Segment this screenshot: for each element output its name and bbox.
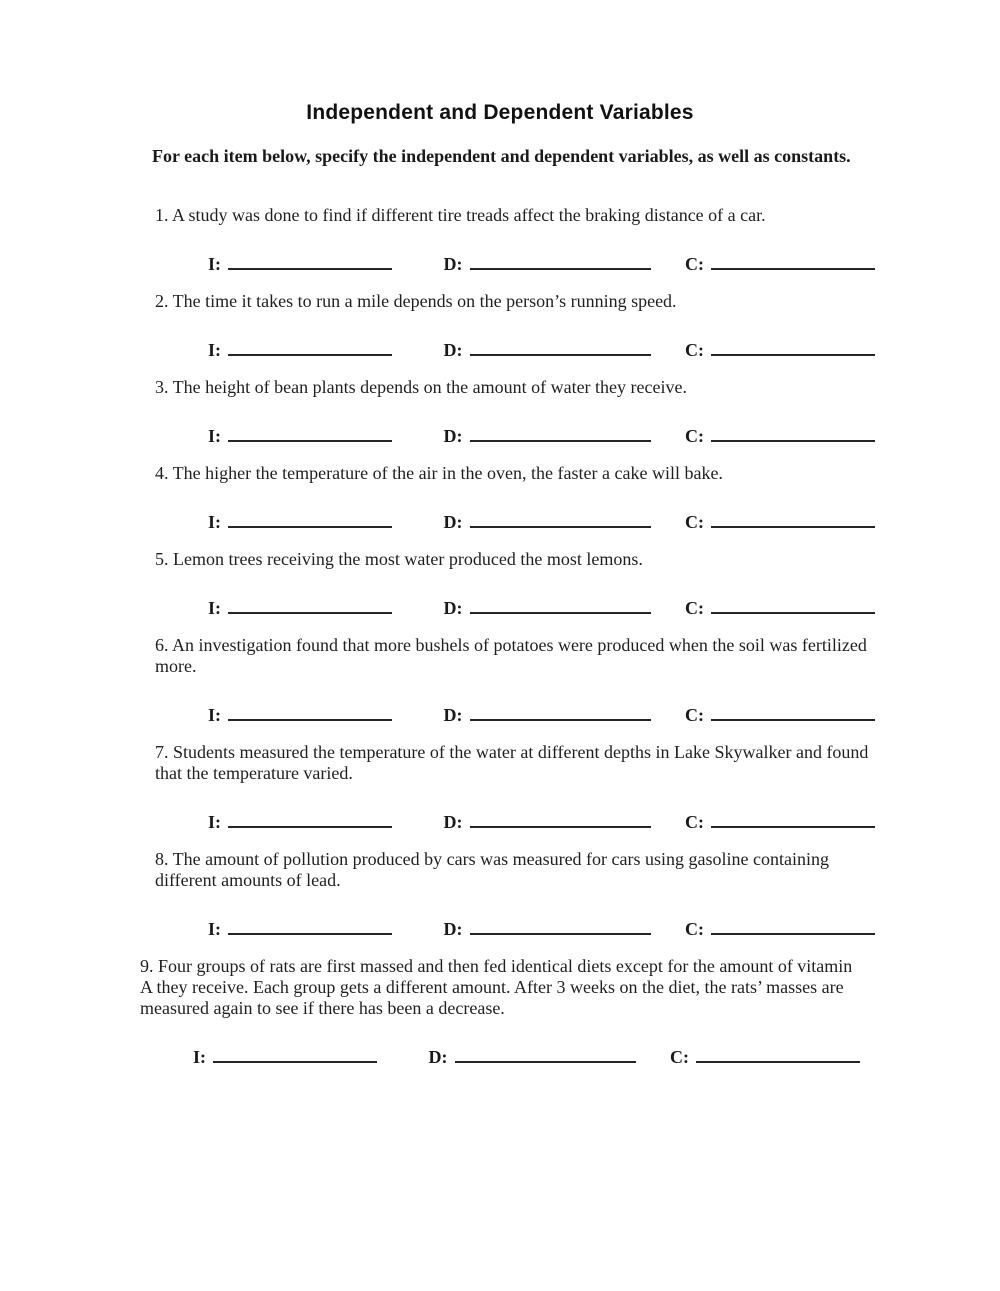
constant-field: [670, 1043, 860, 1068]
item-text: 1. A study was done to find if different tire treads affect the braking distance of a car.: [155, 205, 766, 225]
independent-label: I:: [208, 705, 221, 725]
answer-row: [208, 508, 1000, 530]
worksheet-item: [0, 205, 1000, 272]
answer-row: [208, 422, 1000, 444]
worksheet-instructions: For each item below, specify the independent and dependent variables, as well as constants.: [152, 146, 851, 166]
item-text: 9. Four groups of rats are first massed and then fed identical diets except for the amount of vitamin A they receive. Each group gets a different amount. After 3 weeks on the diet, the rats’ masses are measured again to see if there has been a decrease.: [140, 956, 853, 1018]
independent-field: [193, 1043, 377, 1068]
constant-blank[interactable]: [711, 701, 875, 721]
independent-field: [208, 701, 392, 726]
dependent-label: D:: [443, 705, 463, 725]
independent-blank[interactable]: [228, 508, 392, 528]
constant-field: [685, 336, 875, 361]
independent-label: I:: [193, 1047, 206, 1067]
items-container: [0, 205, 1000, 1065]
worksheet-item: [0, 463, 1000, 530]
dependent-field: [444, 701, 651, 726]
answer-row: [208, 808, 1000, 830]
dependent-field: [444, 336, 651, 361]
constant-field: [685, 508, 875, 533]
dependent-field: [429, 1043, 636, 1068]
dependent-label: D:: [443, 254, 463, 274]
independent-field: [208, 594, 392, 619]
constant-blank[interactable]: [711, 250, 875, 270]
constant-label: C:: [685, 705, 704, 725]
dependent-label: D:: [443, 426, 463, 446]
dependent-blank[interactable]: [455, 1043, 636, 1063]
item-text: 5. Lemon trees receiving the most water produced the most lemons.: [155, 549, 643, 569]
dependent-blank[interactable]: [470, 508, 651, 528]
constant-field: [685, 250, 875, 275]
dependent-field: [444, 594, 651, 619]
answer-row: [208, 336, 1000, 358]
dependent-field: [444, 250, 651, 275]
dependent-blank[interactable]: [470, 701, 651, 721]
dependent-label: D:: [443, 919, 463, 939]
independent-field: [208, 808, 392, 833]
independent-label: I:: [208, 340, 221, 360]
constant-label: C:: [685, 254, 704, 274]
item-text: 6. An investigation found that more bushels of potatoes were produced when the soil was fertilized more.: [155, 635, 867, 676]
independent-blank[interactable]: [228, 422, 392, 442]
constant-label: C:: [685, 598, 704, 618]
independent-label: I:: [208, 919, 221, 939]
dependent-field: [444, 808, 651, 833]
worksheet-item: [0, 956, 1000, 1065]
constant-label: C:: [670, 1047, 689, 1067]
constant-blank[interactable]: [711, 808, 875, 828]
dependent-blank[interactable]: [470, 808, 651, 828]
independent-field: [208, 508, 392, 533]
constant-field: [685, 422, 875, 447]
constant-blank[interactable]: [711, 915, 875, 935]
item-text: 2. The time it takes to run a mile depends on the person’s running speed.: [155, 291, 677, 311]
constant-blank[interactable]: [711, 594, 875, 614]
dependent-label: D:: [443, 512, 463, 532]
dependent-label: D:: [428, 1047, 448, 1067]
constant-blank[interactable]: [696, 1043, 860, 1063]
independent-blank[interactable]: [228, 915, 392, 935]
worksheet-item: [0, 635, 1000, 723]
item-text: 3. The height of bean plants depends on the amount of water they receive.: [155, 377, 687, 397]
constant-label: C:: [685, 812, 704, 832]
item-text: 8. The amount of pollution produced by cars was measured for cars using gasoline containing different amounts of lead.: [155, 849, 829, 890]
worksheet-item: [0, 377, 1000, 444]
dependent-blank[interactable]: [470, 422, 651, 442]
answer-row: [208, 594, 1000, 616]
dependent-blank[interactable]: [470, 250, 651, 270]
independent-field: [208, 915, 392, 940]
answer-row: [208, 701, 1000, 723]
dependent-field: [444, 422, 651, 447]
constant-blank[interactable]: [711, 336, 875, 356]
dependent-blank[interactable]: [470, 336, 651, 356]
independent-field: [208, 250, 392, 275]
item-text: 4. The higher the temperature of the air in the oven, the faster a cake will bake.: [155, 463, 723, 483]
constant-blank[interactable]: [711, 422, 875, 442]
dependent-label: D:: [443, 598, 463, 618]
dependent-field: [444, 508, 651, 533]
independent-blank[interactable]: [213, 1043, 377, 1063]
constant-label: C:: [685, 426, 704, 446]
constant-field: [685, 808, 875, 833]
independent-blank[interactable]: [228, 250, 392, 270]
page-title: Independent and Dependent Variables: [306, 101, 694, 124]
dependent-blank[interactable]: [470, 915, 651, 935]
independent-blank[interactable]: [228, 594, 392, 614]
answer-row: [193, 1043, 1000, 1065]
independent-label: I:: [208, 426, 221, 446]
worksheet-item: [0, 742, 1000, 830]
worksheet-item: [0, 849, 1000, 937]
independent-label: I:: [208, 254, 221, 274]
constant-label: C:: [685, 919, 704, 939]
independent-label: I:: [208, 598, 221, 618]
dependent-label: D:: [443, 812, 463, 832]
dependent-blank[interactable]: [470, 594, 651, 614]
constant-field: [685, 594, 875, 619]
independent-blank[interactable]: [228, 808, 392, 828]
independent-field: [208, 422, 392, 447]
worksheet-item: [0, 549, 1000, 616]
item-text: 7. Students measured the temperature of the water at different depths in Lake Skywalker and found that the temperature varied.: [155, 742, 869, 783]
constant-field: [685, 701, 875, 726]
answer-row: [208, 250, 1000, 272]
independent-field: [208, 336, 392, 361]
independent-blank[interactable]: [228, 336, 392, 356]
answer-row: [208, 915, 1000, 937]
constant-blank[interactable]: [711, 508, 875, 528]
independent-blank[interactable]: [228, 701, 392, 721]
dependent-field: [444, 915, 651, 940]
worksheet-item: [0, 291, 1000, 358]
dependent-label: D:: [443, 340, 463, 360]
independent-label: I:: [208, 512, 221, 532]
constant-label: C:: [685, 512, 704, 532]
constant-label: C:: [685, 340, 704, 360]
independent-label: I:: [208, 812, 221, 832]
constant-field: [685, 915, 875, 940]
